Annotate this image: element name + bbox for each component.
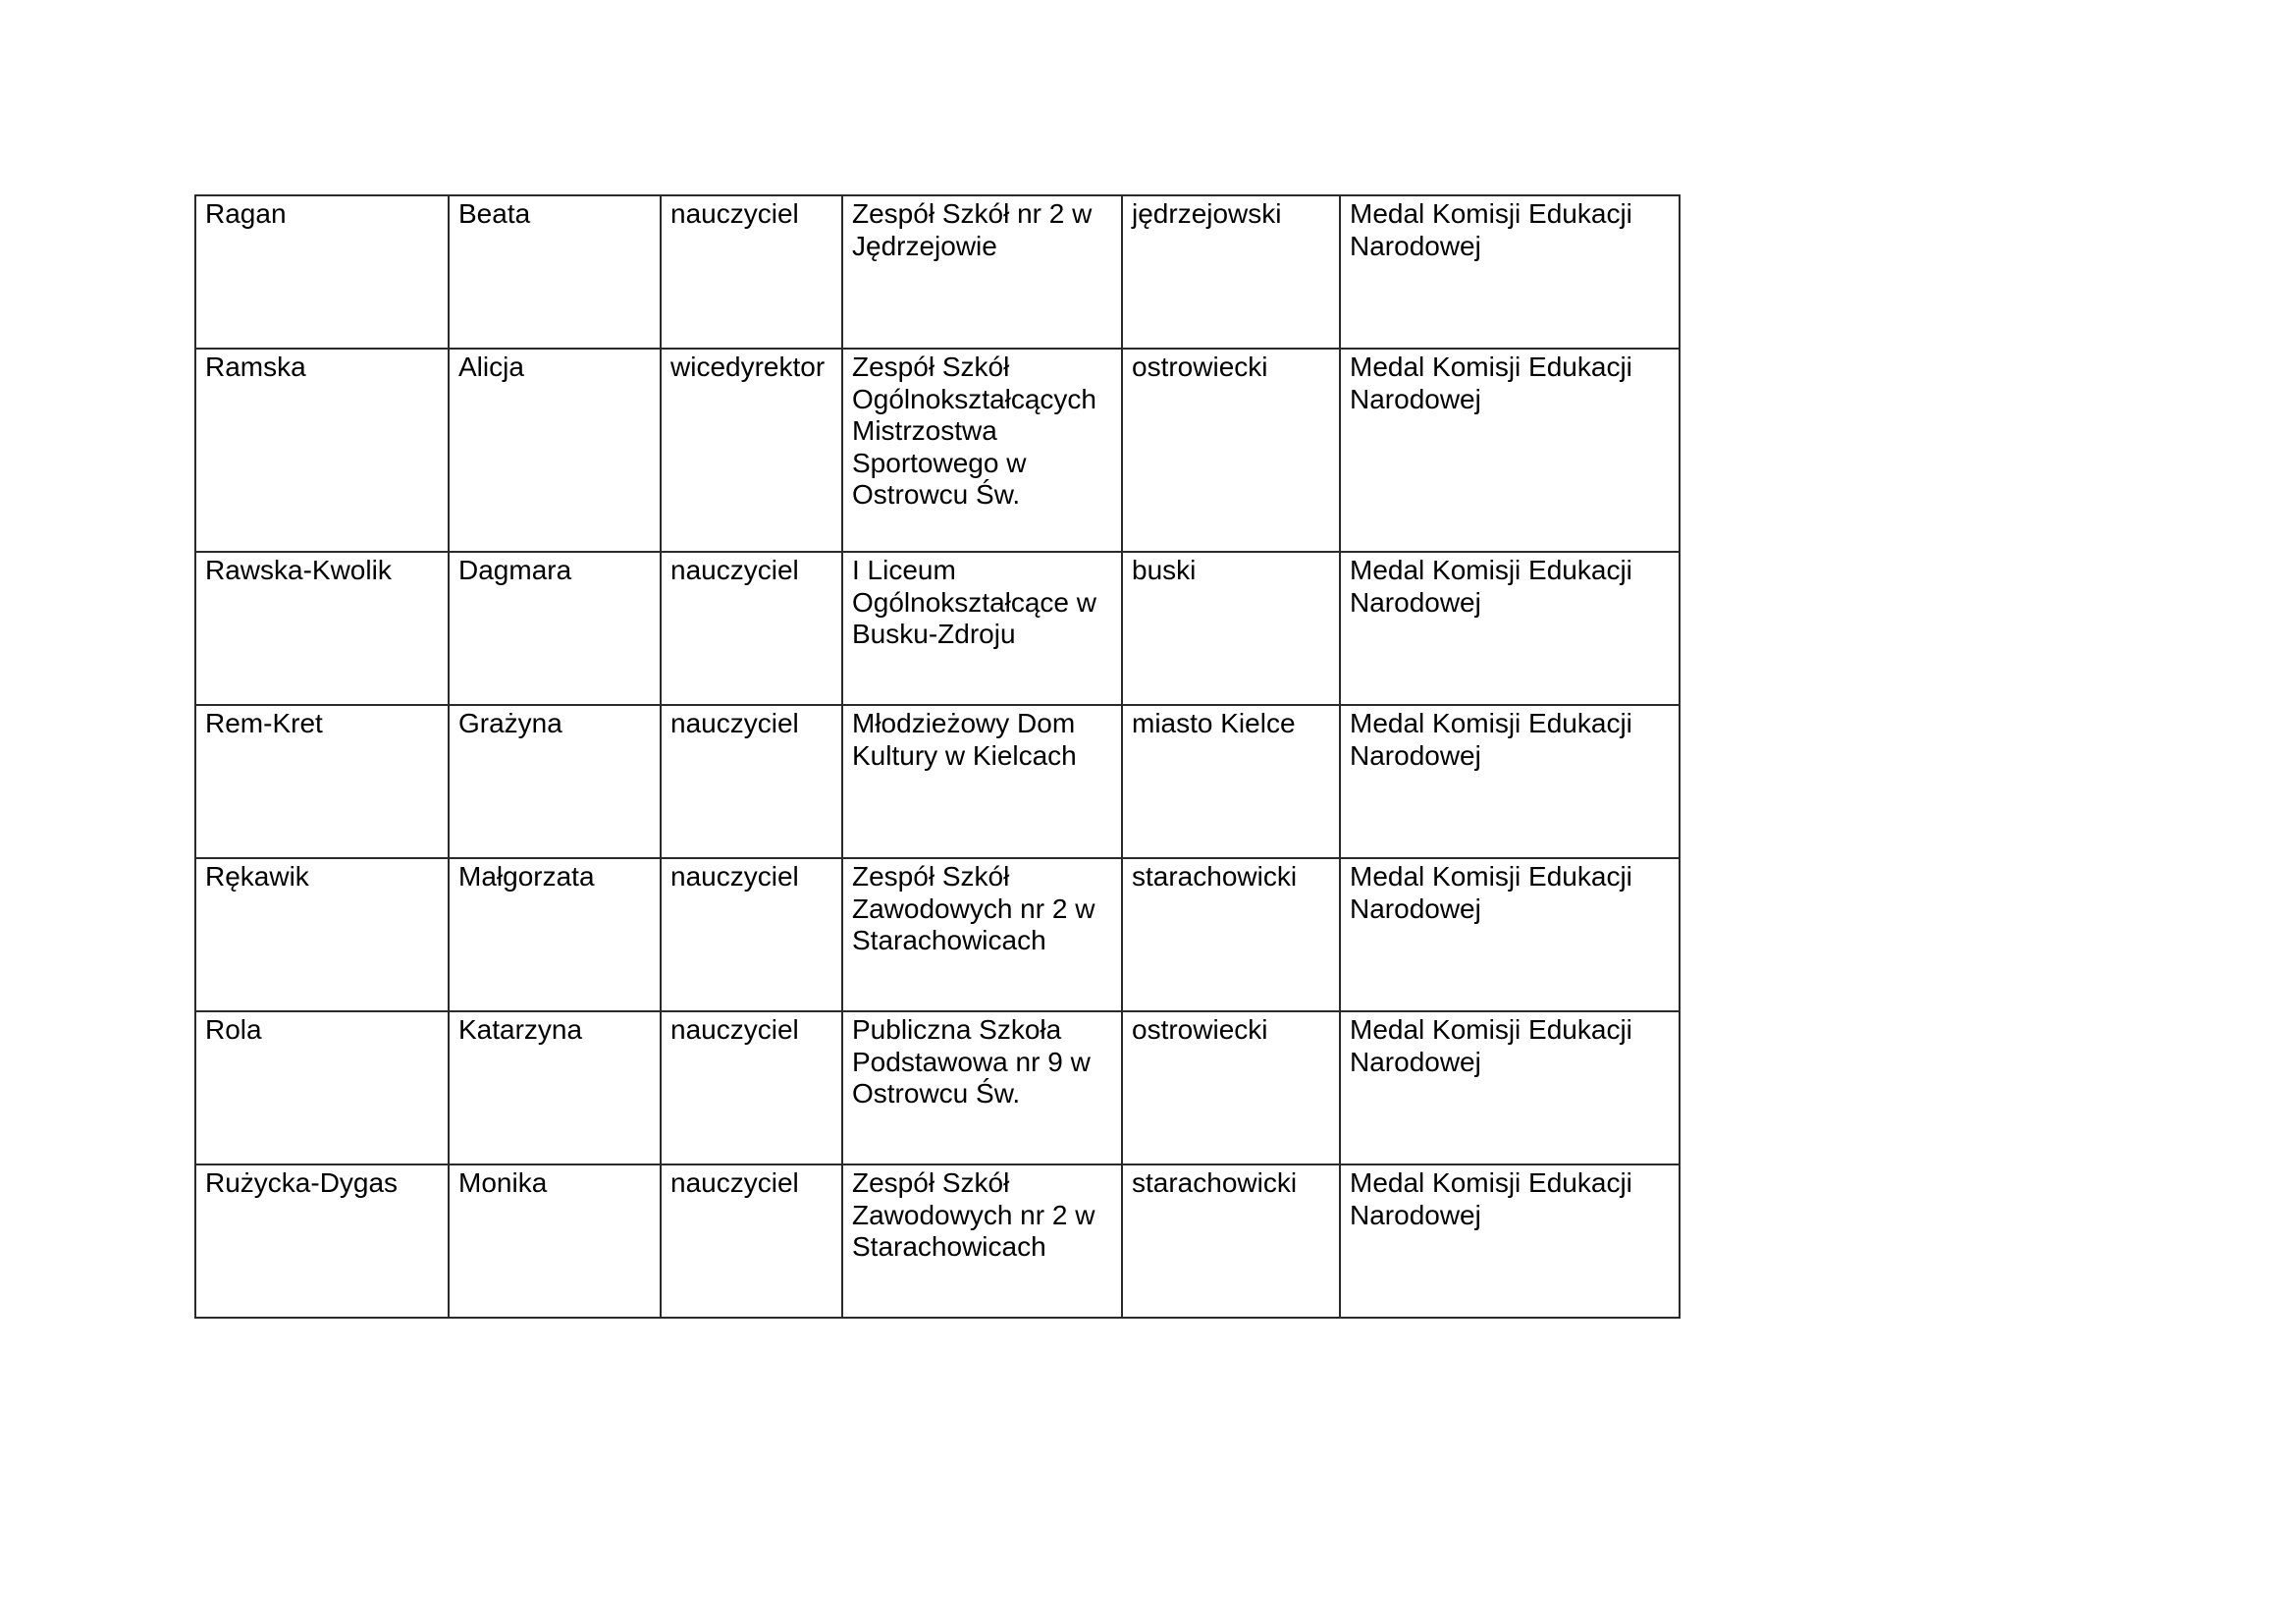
position-cell <box>661 552 842 705</box>
award-cell <box>1340 858 1680 1011</box>
institution-cell <box>842 195 1122 349</box>
award-line: Narodowej <box>1350 383 1481 414</box>
position-text: nauczyciel <box>670 1167 799 1198</box>
table-row <box>195 1011 1680 1164</box>
position-text: nauczyciel <box>670 861 799 892</box>
position-cell <box>661 1011 842 1164</box>
institution-line: Publiczna Szkoła <box>852 1014 1062 1045</box>
institution-cell <box>842 1164 1122 1318</box>
award-line: Narodowej <box>1350 586 1481 618</box>
surname-text: Rem-Kret <box>205 708 323 738</box>
position-text: nauczyciel <box>670 1014 799 1045</box>
surname-cell <box>195 349 449 552</box>
surname-cell <box>195 552 449 705</box>
first-name-cell <box>449 349 661 552</box>
county-text: buski <box>1132 555 1197 585</box>
institution-line: Zespół Szkół <box>852 1167 1010 1198</box>
award-line: Medal Komisji Edukacji <box>1350 708 1632 738</box>
surname-text: Rawska-Kwolik <box>205 555 392 585</box>
first-name-cell <box>449 552 661 705</box>
institution-line: Kultury w Kielcach <box>852 739 1077 771</box>
table-row <box>195 552 1680 705</box>
institution-line: Młodzieżowy Dom <box>852 708 1076 738</box>
table-row <box>195 1164 1680 1318</box>
institution-line: Mistrzostwa <box>852 415 997 446</box>
first-name-text: Beata <box>458 198 531 229</box>
institution-cell <box>842 1011 1122 1164</box>
institution-line: Ostrowcu Św. <box>852 479 1021 510</box>
surname-cell <box>195 858 449 1011</box>
award-line: Narodowej <box>1350 1046 1481 1077</box>
county-cell <box>1122 195 1340 349</box>
first-name-text: Małgorzata <box>458 861 595 892</box>
surname-cell <box>195 705 449 858</box>
position-cell <box>661 858 842 1011</box>
institution-line: Starachowicach <box>852 1231 1046 1262</box>
county-text: miasto Kielce <box>1132 708 1296 738</box>
institution-line: Starachowicach <box>852 925 1046 955</box>
surname-cell <box>195 195 449 349</box>
award-line: Medal Komisji Edukacji <box>1350 861 1632 892</box>
surname-text: Rużycka-Dygas <box>205 1167 399 1198</box>
position-cell <box>661 349 842 552</box>
institution-line: Zespół Szkół <box>852 352 1010 382</box>
institution-cell <box>842 349 1122 552</box>
surname-text: Rola <box>205 1014 262 1045</box>
first-name-text: Grażyna <box>458 708 562 738</box>
surname-text: Ramska <box>205 352 306 382</box>
position-text: nauczyciel <box>670 198 799 229</box>
institution-line: Zawodowych nr 2 w <box>852 893 1095 924</box>
position-cell <box>661 195 842 349</box>
institution-line: Zawodowych nr 2 w <box>852 1199 1095 1230</box>
table-row <box>195 705 1680 858</box>
county-cell <box>1122 705 1340 858</box>
award-line: Medal Komisji Edukacji <box>1350 198 1632 229</box>
award-cell <box>1340 349 1680 552</box>
institution-line: Jędrzejowie <box>852 230 997 261</box>
institution-cell <box>842 552 1122 705</box>
institution-line: Zespół Szkół nr 2 w <box>852 198 1093 229</box>
award-line: Medal Komisji Edukacji <box>1350 1014 1632 1045</box>
award-cell <box>1340 552 1680 705</box>
award-line: Narodowej <box>1350 1199 1481 1230</box>
county-text: starachowicki <box>1132 861 1298 892</box>
position-text: wicedyrektor <box>670 352 826 382</box>
institution-line: I Liceum <box>852 555 956 585</box>
county-cell <box>1122 552 1340 705</box>
first-name-text: Dagmara <box>458 555 572 585</box>
county-cell <box>1122 1011 1340 1164</box>
first-name-cell <box>449 195 661 349</box>
surname-cell <box>195 1164 449 1318</box>
position-text: nauczyciel <box>670 555 799 585</box>
first-name-cell <box>449 1011 661 1164</box>
institution-line: Zespół Szkół <box>852 861 1010 892</box>
position-text: nauczyciel <box>670 708 799 738</box>
award-cell <box>1340 1164 1680 1318</box>
award-line: Narodowej <box>1350 893 1481 924</box>
institution-line: Busku-Zdroju <box>852 619 1016 649</box>
first-name-cell <box>449 1164 661 1318</box>
table-row <box>195 195 1680 349</box>
institution-line: Podstawowa nr 9 w <box>852 1046 1091 1077</box>
institution-line: Ostrowcu Św. <box>852 1078 1021 1109</box>
institution-line: Ogólnokształcące w <box>852 586 1097 618</box>
county-text: ostrowiecki <box>1132 352 1268 382</box>
award-line: Medal Komisji Edukacji <box>1350 1167 1632 1198</box>
table-row <box>195 858 1680 1011</box>
award-line: Medal Komisji Edukacji <box>1350 555 1632 585</box>
surname-text: Rękawik <box>205 861 309 892</box>
surname-text: Ragan <box>205 198 287 229</box>
first-name-cell <box>449 858 661 1011</box>
position-cell <box>661 1164 842 1318</box>
surname-cell <box>195 1011 449 1164</box>
table-row <box>195 349 1680 552</box>
award-cell <box>1340 195 1680 349</box>
institution-cell <box>842 705 1122 858</box>
award-line: Medal Komisji Edukacji <box>1350 352 1632 382</box>
awards-table <box>194 194 1681 1319</box>
award-line: Narodowej <box>1350 230 1481 261</box>
county-cell <box>1122 349 1340 552</box>
award-cell <box>1340 1011 1680 1164</box>
position-cell <box>661 705 842 858</box>
county-text: starachowicki <box>1132 1167 1298 1198</box>
county-text: jędrzejowski <box>1132 198 1282 229</box>
first-name-text: Alicja <box>458 352 524 382</box>
county-text: ostrowiecki <box>1132 1014 1268 1045</box>
county-cell <box>1122 858 1340 1011</box>
county-cell <box>1122 1164 1340 1318</box>
institution-line: Sportowego w <box>852 447 1027 478</box>
first-name-text: Katarzyna <box>458 1014 583 1045</box>
award-line: Narodowej <box>1350 739 1481 771</box>
first-name-cell <box>449 705 661 858</box>
award-cell <box>1340 705 1680 858</box>
institution-line: Ogólnokształcących <box>852 383 1097 414</box>
first-name-text: Monika <box>458 1167 548 1198</box>
institution-cell <box>842 858 1122 1011</box>
